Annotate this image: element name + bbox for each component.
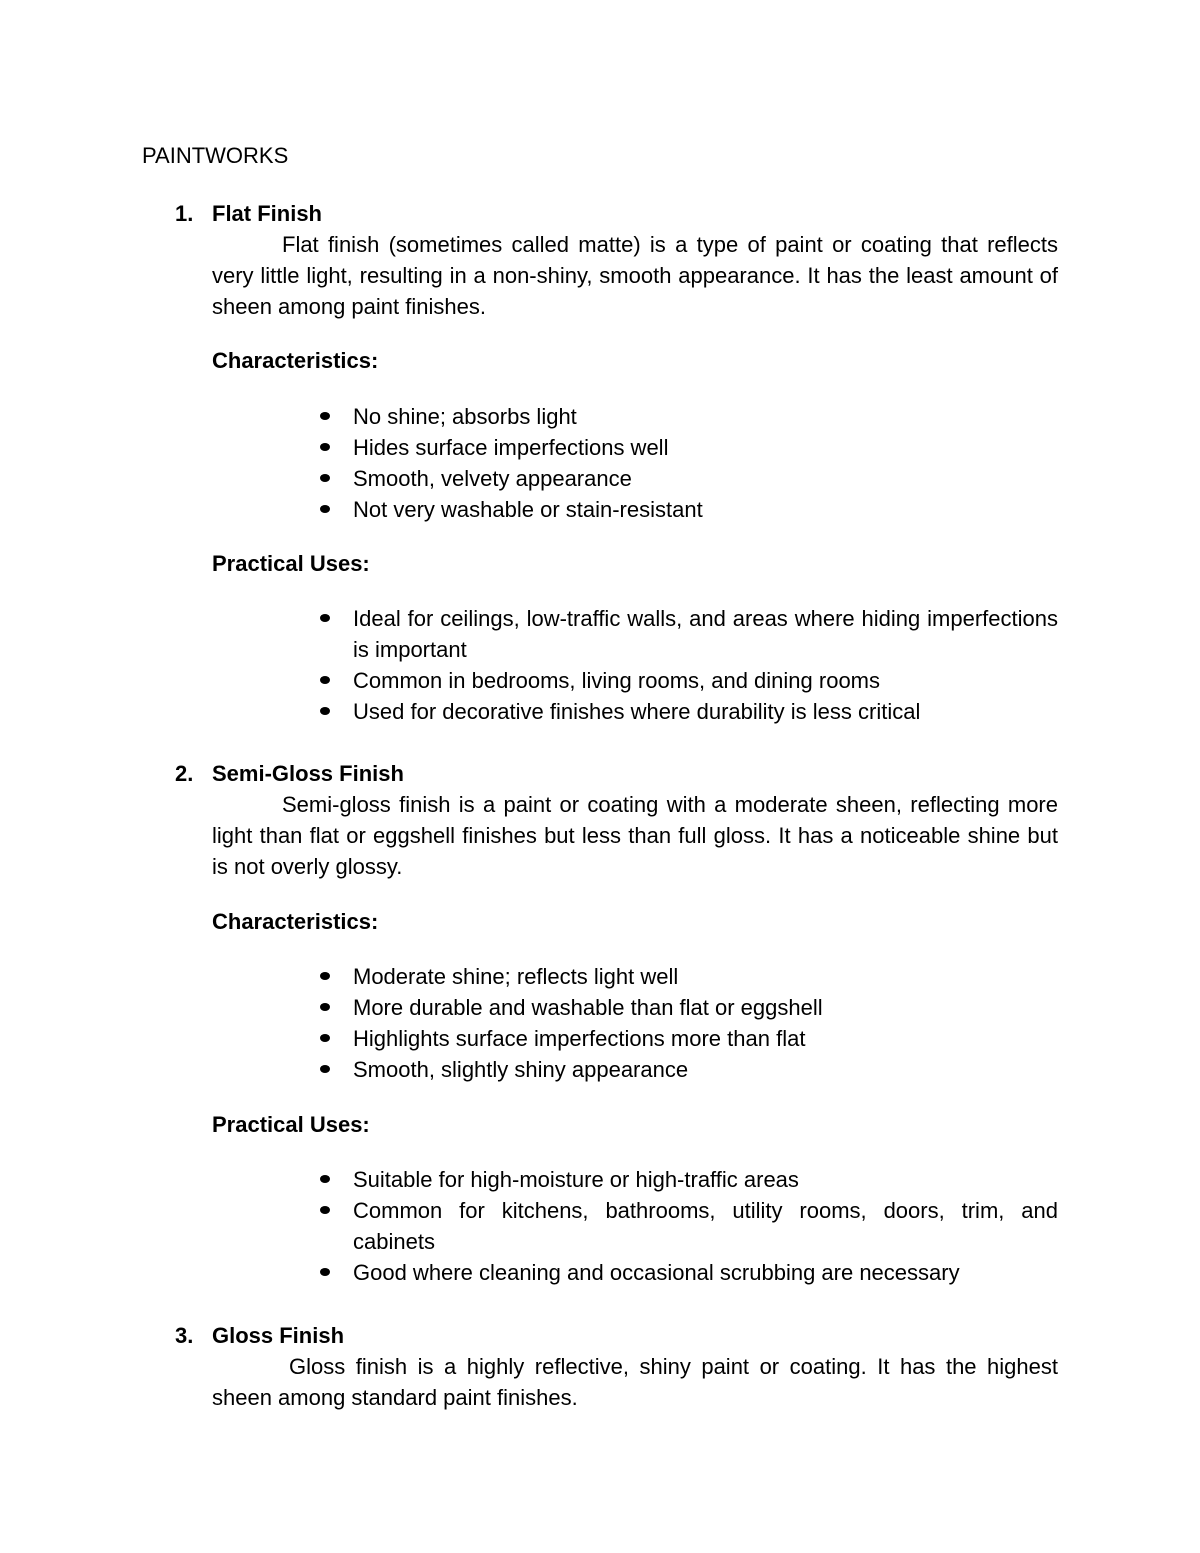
list-item — [353, 1164, 1058, 1195]
bullet-icon — [320, 707, 330, 715]
uses-heading: Practical Uses: — [212, 551, 370, 576]
section-title: Flat Finish — [212, 201, 322, 226]
list-item-text: Highlights surface imperfections more than flat — [353, 1026, 806, 1051]
bullet-icon — [320, 614, 330, 622]
section-title: Semi-Gloss Finish — [212, 761, 404, 786]
list-item — [353, 463, 1058, 494]
list-item — [353, 961, 1058, 992]
list-item-text: Common in bedrooms, living rooms, and dining rooms — [353, 668, 881, 693]
section-title: Gloss Finish — [212, 1323, 345, 1348]
list-item — [353, 1195, 1058, 1257]
bullet-icon — [320, 1206, 330, 1214]
bullet-icon — [320, 1065, 330, 1073]
section-heading — [175, 1322, 344, 1350]
list-item — [353, 603, 1058, 665]
list-item — [353, 1023, 1058, 1054]
bullet-icon — [320, 412, 330, 420]
section-description: Semi-gloss finish is a paint or coating with a moderate sheen, reflecting more light than flat or eggshell finishes but less than full gloss. It has a noticeable shine but is not overly glossy. — [212, 792, 1058, 879]
list-item-text: More durable and washable than flat or eggshell — [353, 995, 823, 1020]
bullet-icon — [320, 505, 330, 513]
list-item — [353, 992, 1058, 1023]
bullet-icon — [320, 1175, 330, 1183]
uses-list — [0, 603, 1200, 727]
bullet-icon — [320, 474, 330, 482]
bullet-icon — [320, 1034, 330, 1042]
list-item-text: Ideal for ceilings, low-traffic walls, and areas where hiding imperfections is important — [353, 606, 1058, 662]
list-item — [353, 1054, 1058, 1085]
section-description: Flat finish (sometimes called matte) is a type of paint or coating that reflects very little light, resulting in a non-shiny, smooth appearance. It has the least amount of sheen among paint finishes. — [212, 232, 1058, 319]
bullet-icon — [320, 1003, 330, 1011]
uses-heading: Practical Uses: — [212, 1112, 370, 1137]
list-item — [353, 1257, 1058, 1288]
characteristics-heading: Characteristics: — [212, 348, 379, 373]
section-description: Gloss finish is a highly reflective, shiny paint or coating. It has the highest sheen among standard paint finishes. — [212, 1354, 1058, 1410]
uses-list — [0, 1164, 1200, 1288]
section-number: 3. — [175, 1323, 194, 1348]
list-item — [353, 665, 1058, 696]
bullet-icon — [320, 676, 330, 684]
bullet-icon — [320, 972, 330, 980]
list-item-text: Suitable for high-moisture or high-traffic areas — [353, 1167, 799, 1192]
list-item-text: Moderate shine; reflects light well — [353, 964, 679, 989]
list-item-text: Hides surface imperfections well — [353, 435, 669, 460]
list-item — [353, 494, 1058, 525]
section-number: 2. — [175, 761, 194, 786]
page-title: PAINTWORKS — [142, 143, 289, 168]
list-item-text: Smooth, velvety appearance — [353, 466, 632, 491]
list-item-text: Used for decorative finishes where durability is less critical — [353, 699, 921, 724]
characteristics-heading: Characteristics: — [212, 909, 379, 934]
characteristics-list — [0, 401, 1200, 525]
list-item — [353, 432, 1058, 463]
list-item-text: Good where cleaning and occasional scrubbing are necessary — [353, 1260, 960, 1285]
bullet-icon — [320, 443, 330, 451]
characteristics-list — [0, 961, 1200, 1085]
list-item — [353, 401, 1058, 432]
list-item-text: Smooth, slightly shiny appearance — [353, 1057, 689, 1082]
bullet-icon — [320, 1268, 330, 1276]
section-heading — [175, 200, 322, 228]
section-heading — [175, 760, 404, 788]
list-item-text: Not very washable or stain-resistant — [353, 497, 703, 522]
list-item — [353, 696, 1058, 727]
list-item-text: No shine; absorbs light — [353, 404, 577, 429]
list-item-text: Common for kitchens, bathrooms, utility rooms, doors, trim, and cabinets — [353, 1198, 1058, 1254]
section-number: 1. — [175, 201, 194, 226]
